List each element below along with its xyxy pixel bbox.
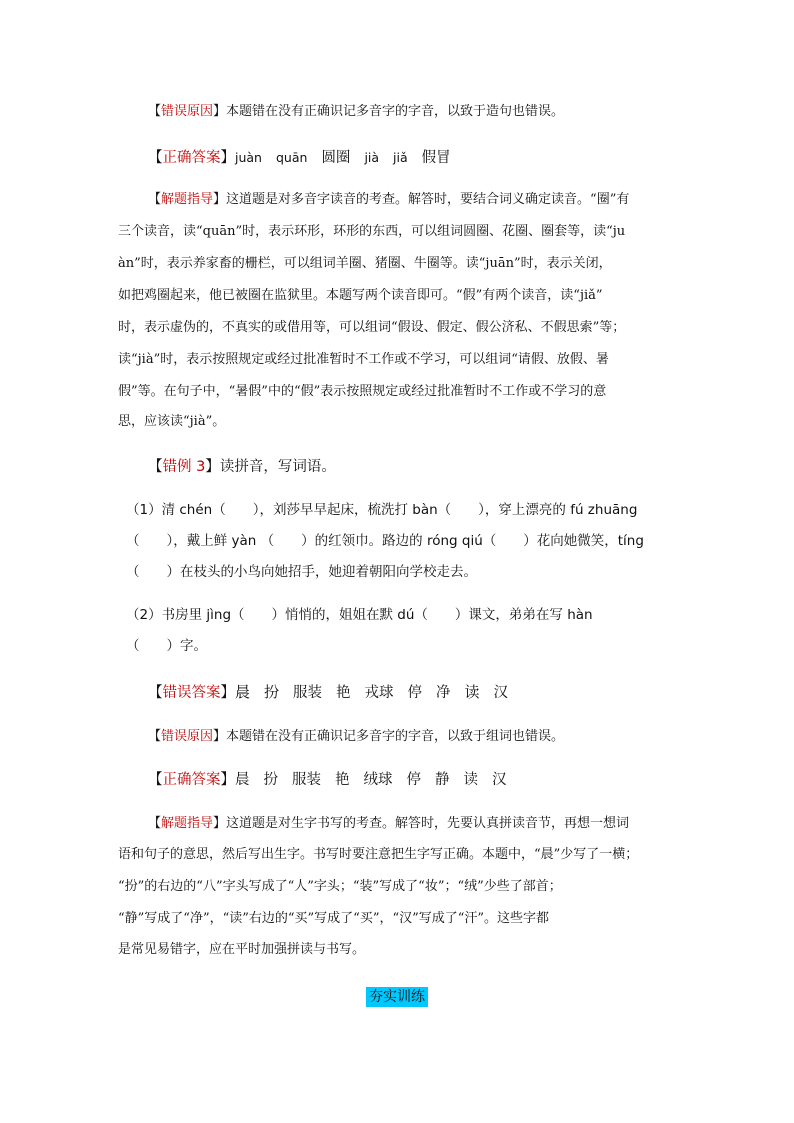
example-text: 读拼音，写词语。 — [219, 459, 336, 475]
example-tag: 错例 3 — [162, 459, 206, 475]
guide-tag: 解题指导 — [161, 192, 214, 207]
question-line: （ ），戴上鲜 yàn （ ）的红领巾。路边的 róng qiú（ ）花向她微笑，tíng — [126, 533, 644, 549]
guide-line: “静”写成了“净”，“读”右边的“买”写成了“买”，“汉”写成了“汗”。这些字都 — [118, 911, 550, 926]
correct-word: 静 — [435, 772, 450, 788]
correct-answer-line: 【正确答案】晨 扮 服装 艳 绒球 停 静 读 汉 — [148, 772, 507, 788]
guide-line: 如把鸡圈起来，他已被圈在监狱里。本题写两个读音即可。“假”有两个读音，读“jiǎ” — [118, 288, 603, 303]
answer-word: 圆圈 — [321, 150, 351, 166]
answer-word: 假冒 — [421, 150, 451, 166]
answer-pinyin: quān — [275, 150, 308, 165]
question-line: （ ）字。 — [126, 638, 207, 654]
correct-word: 服装 — [292, 772, 321, 788]
error-reason-tag: 错误原因 — [161, 104, 214, 119]
guide-line: 【解题指导】这道题是对生字书写的考查。解答时，先要认真拼读音节，再想一想词 — [148, 816, 630, 831]
error-reason-text: 本题错在没有正确识记多音字的字音，以致于组词也错误。 — [226, 729, 565, 744]
wrong-word: 汉 — [493, 685, 509, 701]
guide-line: 思，应该读“jià”。 — [118, 414, 226, 429]
correct-answer-line: 【正确答案】juàn quān 圆圈 jià jiǎ 假冒 — [148, 150, 451, 166]
correct-answer-tag: 正确答案 — [162, 150, 221, 166]
wrong-word: 艳 — [336, 685, 351, 701]
answer-pinyin: jiǎ — [393, 150, 408, 165]
question-line: （ ）在枝头的小鸟向她招手，她迎着朝阳向学校走去。 — [126, 564, 477, 580]
correct-word: 汉 — [492, 772, 507, 788]
guide-tag: 解题指导 — [161, 816, 214, 831]
wrong-word: 扮 — [264, 683, 280, 701]
wrong-answer-tag: 错误答案 — [162, 685, 221, 701]
example-heading: 【错例 3】读拼音，写词语。 — [148, 459, 336, 475]
error-reason-line: 【错误原因】本题错在没有正确识记多音字的字音，以致于造句也错误。 — [148, 104, 565, 119]
guide-line: àn”时，表示养家畜的栅栏，可以组词羊圈、猪圈、牛圈等。读“juān”时，表示关闭， — [118, 256, 612, 271]
wrong-word: 戎球 — [364, 685, 394, 701]
wrong-word: 服装 — [293, 685, 323, 701]
correct-word: 停 — [406, 772, 421, 788]
error-reason-text: 本题错在没有正确识记多音字的字音，以致于造句也错误。 — [226, 104, 565, 119]
wrong-word: 停 — [407, 685, 423, 701]
correct-answer-tag: 正确答案 — [162, 772, 221, 788]
wrong-word: 读 — [464, 683, 480, 701]
guide-line: 三个读音，读“quān”时，表示环形，环形的东西，可以组词圆圈、花圈、圈套等，读“ju — [118, 224, 626, 239]
correct-word: 晨 — [235, 772, 250, 788]
guide-line: 是常见易错字，应在平时加强拼读与书写。 — [118, 942, 366, 957]
correct-word: 艳 — [335, 772, 350, 788]
guide-line: 时，表示虚伪的，不真实的或借用等，可以组词“假设、假定、假公济私、不假思索”等； — [118, 320, 626, 335]
correct-word: 绒球 — [363, 772, 393, 788]
section-banner: 夯实训练 — [366, 987, 428, 1007]
guide-line: 假”等。在句子中，“暑假”中的“假”表示按照规定或经过批准暂时不工作或不学习的意 — [118, 384, 607, 399]
error-reason-line: 【错误原因】本题错在没有正确识记多音字的字音，以致于组词也错误。 — [148, 729, 565, 744]
correct-word: 扮 — [263, 772, 278, 788]
wrong-word: 净 — [436, 685, 451, 701]
guide-line: “扮”的右边的“八”字头写成了“人”字头；“装”写成了“妆”；“绒”少些了部首； — [118, 879, 562, 894]
error-reason-tag: 错误原因 — [161, 729, 214, 744]
guide-text: 这道题是对多音字读音的考查。解答时，要结合词义确定读音。“圈”有 — [226, 192, 630, 207]
guide-line: 语和句子的意思，然后写出生字。书写时要注意把生字写正确。本题中，“晨”少写了一横； — [118, 847, 639, 862]
answer-pinyin: jià — [364, 150, 380, 165]
question-line: （1）清 chén（ ），刘莎早早起床，梳洗打 bàn（ ），穿上漂亮的 fú zhuāng — [126, 502, 638, 518]
question-line: （2）书房里 jìng（ ）悄悄的，姐姐在默 dú（ ）课文，弟弟在写 hàn — [126, 607, 593, 623]
wrong-answer-line: 【错误答案】晨 扮 服装 艳 戎球 停 净 读 汉 — [148, 683, 509, 701]
correct-word: 读 — [463, 772, 478, 788]
answer-pinyin: juàn — [235, 150, 262, 165]
guide-line: 【解题指导】这道题是对多音字读音的考查。解答时，要结合词义确定读音。“圈”有 — [148, 192, 630, 207]
guide-text: 这道题是对生字书写的考查。解答时，先要认真拼读音节，再想一想词 — [226, 816, 630, 831]
guide-line: 读“jià”时，表示按照规定或经过批准暂时不工作或不学习，可以组词“请假、放假、暑 — [118, 352, 609, 367]
wrong-word: 晨 — [235, 683, 251, 701]
